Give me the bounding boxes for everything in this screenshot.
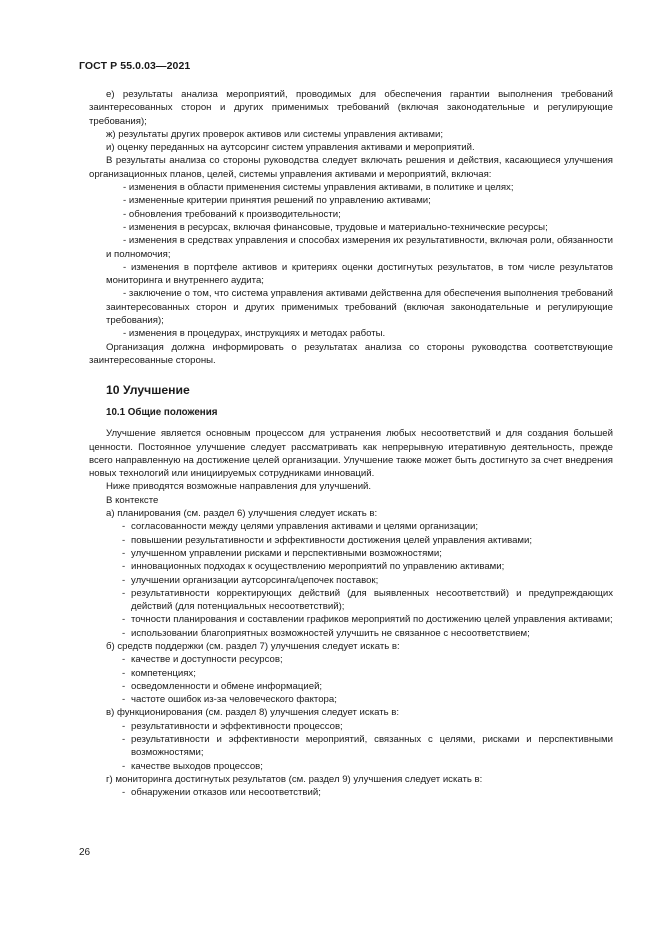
page-body — [89, 88, 613, 800]
list-item: - результативности и эффективности мероприятий, связанных с целями, рисками и перспективными возможностями; — [89, 733, 613, 760]
group-planning — [89, 507, 613, 640]
review-item: - изменения в процедурах, инструкциях и методах работы. — [89, 327, 613, 340]
list-item: - качестве выходов процессов; — [89, 760, 613, 773]
improvement-paragraph: Улучшение является основным процессом для устранения любых несоответствий и для создания большей ценности. Постоянное улучшение следует рассматривать как непрерывную итеративную деятельность, прежде всего направленную на достижение целей организации. Улучшение также может быть достигнуто за счет внедрения новых технологий или инициируемых сотрудниками инноваций. — [89, 428, 613, 480]
group-label: в) функционирования (см. раздел 8) улучшения следует искать в: — [106, 707, 400, 719]
group-support — [89, 640, 613, 706]
review-item: - изменения в области применения системы управления активами, в политике и целях; — [89, 181, 613, 194]
list-item: - обнаружении отказов или несоответствий; — [89, 786, 613, 799]
review-item: - заключение о том, что система управления активами действенна для обеспечения выполнения требований заинтересованных сторон и других применимых требований (включая законодательные и регулирующие требования); — [89, 287, 613, 327]
list-item: - качестве и доступности ресурсов; — [89, 653, 613, 666]
list-item: - согласованности между целями управления активами и целями организации; — [89, 520, 613, 533]
list-item: - частоте ошибок из-за человеческого фактора; — [89, 693, 613, 706]
list-item: - результативности и эффективности процессов; — [89, 720, 613, 733]
intro-item: е) результаты анализа мероприятий, проводимых для обеспечения гарантии выполнения требований заинтересованных сторон и других применимых требований (включая законодательные и регулирующие требования); — [89, 89, 613, 127]
intro-item: ж) результаты других проверок активов или системы управления активами; — [106, 128, 444, 140]
review-item: - изменения в портфеле активов и критериях оценки достигнутых результатов, в том числе результатов мониторинга и внутреннего аудита; — [89, 261, 613, 288]
group-label: г) мониторинга достигнутых результатов (см. раздел 9) улучшения следует искать в: — [106, 773, 483, 785]
list-item: - повышении результативности и эффективности достижения целей управления активами; — [89, 534, 613, 547]
page-number: 26 — [79, 847, 91, 858]
list-item: - использовании благоприятных возможностей улучшить не связанное с несоответствием; — [89, 627, 613, 640]
subsection-title: 10.1 Общие положения — [106, 407, 218, 419]
group-operation — [89, 706, 613, 772]
context-label: В контексте — [106, 494, 159, 506]
list-item: - компетенциях; — [89, 667, 613, 680]
list-item: - улучшенном управлении рисками и перспективными возможностями; — [89, 547, 613, 560]
review-item: - изменения в ресурсах, включая финансовые, трудовые и материально-технические ресурсы; — [89, 221, 613, 234]
list-item: - инновационных подходах к осуществлению мероприятий по управлению активами; — [89, 560, 613, 573]
group-label: а) планирования (см. раздел 6) улучшения следует искать в: — [106, 508, 378, 520]
review-outro: Организация должна информировать о результатах анализа со стороны руководства соответствующие заинтересованные стороны. — [89, 341, 613, 366]
group-label: б) средств поддержки (см. раздел 7) улучшения следует искать в: — [106, 640, 400, 652]
list-item: - результативности корректирующих действий (для выявленных несоответствий) и предупреждающих действий (для потенциальных несоответствий); — [89, 587, 613, 614]
list-item: - осведомленности и обмене информацией; — [89, 680, 613, 693]
document-header: ГОСТ Р 55.0.03—2021 — [79, 60, 191, 72]
intro-item: и) оценку переданных на аутсорсинг систем управления активами и мероприятий. — [106, 142, 475, 154]
directions-intro: Ниже приводятся возможные направления для улучшений. — [106, 481, 372, 493]
review-item: - обновления требований к производительности; — [89, 208, 613, 221]
review-item: - изменения в средствах управления и способах измерения их результативности, включая роли, обязанности и полномочия; — [89, 234, 613, 261]
list-item: - улучшении организации аутсорсинга/цепочек поставок; — [89, 574, 613, 587]
review-item: - измененные критерии принятия решений по управлению активами; — [89, 194, 613, 207]
list-item: - точности планирования и составлении графиков мероприятий по достижению целей управления активами; — [89, 613, 613, 626]
group-monitoring — [89, 773, 613, 800]
review-intro: В результаты анализа со стороны руководства следует включать решения и действия, касающиеся улучшения организационных планов, целей, системы управления активами и мероприятий, включая: — [89, 155, 613, 180]
section-title: 10 Улучшение — [106, 383, 190, 398]
